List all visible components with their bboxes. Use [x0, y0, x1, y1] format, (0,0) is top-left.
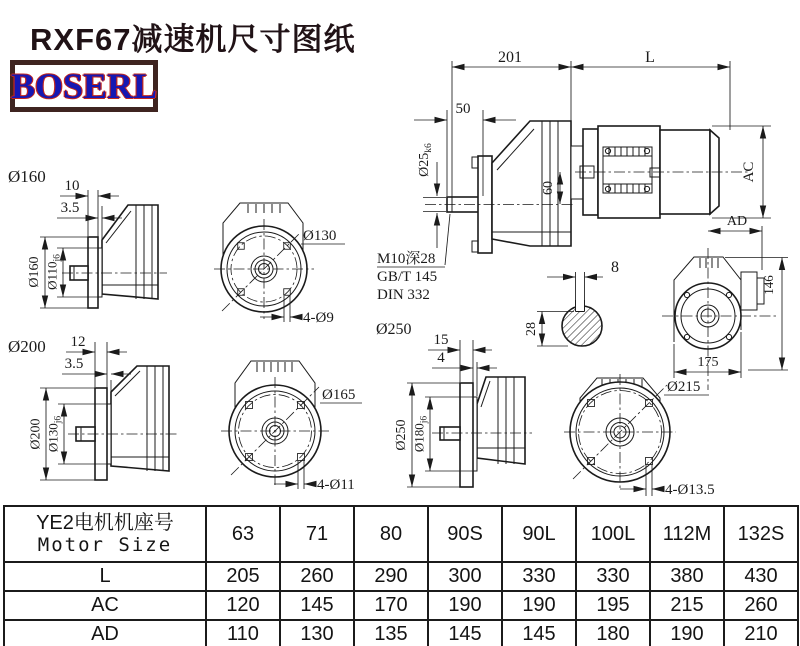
table-row-AD: [4, 620, 798, 646]
table-cell: 215: [650, 591, 724, 620]
flange-200-side-view: [8, 334, 177, 480]
dim-flange160-width: 10: [64, 178, 80, 194]
motor-size-label-en: Motor Size: [37, 533, 173, 556]
dim-L: L: [645, 49, 655, 66]
side-view-ad: [662, 214, 788, 390]
note-din-standard: DIN 332: [377, 287, 430, 303]
dim-60: 60: [541, 181, 556, 195]
table-cell: 145: [428, 620, 502, 646]
table-cell: 290: [354, 562, 428, 591]
table-cell: 300: [428, 562, 502, 591]
label-flange-200: Ø200: [8, 337, 46, 356]
row-label: L: [4, 562, 206, 591]
dim-201: 201: [498, 49, 522, 66]
table-cell: 145: [280, 591, 354, 620]
label-flange-250: Ø250: [376, 321, 412, 338]
table-cell: 195: [576, 591, 650, 620]
motor-size-label-cn: YE2电机机座号: [36, 511, 174, 534]
table-cell: 120: [206, 591, 280, 620]
table-header-cell: 90L: [502, 506, 576, 562]
table-cell: 130: [280, 620, 354, 646]
dim-holes-4x11: 4-Ø11: [317, 477, 355, 493]
table-header-cell: 71: [280, 506, 354, 562]
table-cell: 260: [280, 562, 354, 591]
page-title: RXF67减速机尺寸图纸: [30, 22, 356, 57]
dim-flange250-width: 15: [433, 332, 449, 348]
dim-flange160-spigot: $Ø110_{j6}$: [44, 254, 63, 290]
table-cell: 110: [206, 620, 280, 646]
table-cell: 190: [502, 591, 576, 620]
dim-flange250-spigot: $Ø180_{j6}$: [411, 415, 430, 453]
table-cell: 170: [354, 591, 428, 620]
table-header-row: [4, 506, 798, 562]
table-cell: 210: [724, 620, 798, 646]
table-row-L: [4, 562, 798, 591]
table-header-cell: 90S: [428, 506, 502, 562]
table-cell: 260: [724, 591, 798, 620]
dim-146: 146: [761, 275, 776, 295]
dimension-table: [3, 505, 799, 646]
table-header-cell: 112M: [650, 506, 724, 562]
dim-bolt-circle-130: Ø130: [303, 228, 337, 244]
table-cell: 330: [576, 562, 650, 591]
table-cell: 145: [502, 620, 576, 646]
dim-flange200-spigot: $Ø130_{j6}$: [45, 415, 64, 453]
brand-logo-text: BOSERL: [10, 66, 158, 106]
table-cell: 330: [502, 562, 576, 591]
dim-flange250-step: 4: [437, 350, 445, 366]
row-label: AD: [4, 620, 206, 646]
table-header-cell: 63: [206, 506, 280, 562]
table-cell: 430: [724, 562, 798, 591]
dim-flange160-od: Ø160: [27, 256, 42, 288]
table-header-cell: 80: [354, 506, 428, 562]
dim-flange200-od: Ø200: [28, 418, 44, 450]
front-view-165: [221, 361, 362, 493]
dim-AC: AC: [741, 161, 757, 183]
table-cell: 190: [650, 620, 724, 646]
dim-50: 50: [455, 101, 471, 117]
note-tap-hole: M10深28: [377, 251, 436, 267]
flange-250-side-view: [376, 321, 532, 487]
table-cell: 190: [428, 591, 502, 620]
keyway-section-view: [524, 259, 619, 346]
table-row-AC: [4, 591, 798, 620]
dim-flange200-width: 12: [70, 334, 86, 350]
dim-key-width: 8: [611, 259, 619, 276]
dim-shaft-diameter: $Ø25_{k6}$: [417, 143, 434, 177]
table-cell: 180: [576, 620, 650, 646]
dim-AD: AD: [726, 214, 748, 229]
dim-flange200-step: 3.5: [64, 356, 84, 372]
table-cell: 205: [206, 562, 280, 591]
dim-key-depth: 28: [524, 322, 539, 336]
dim-holes-4x9: 4-Ø9: [303, 310, 334, 326]
table-header-cell: 132S: [724, 506, 798, 562]
front-view-130: [214, 203, 345, 326]
table-cell: 135: [354, 620, 428, 646]
row-label: AC: [4, 591, 206, 620]
table-header-cell: 100L: [576, 506, 650, 562]
table-header-motor-size: [4, 506, 206, 562]
dim-175: 175: [697, 355, 719, 370]
table-cell: 380: [650, 562, 724, 591]
dim-bolt-circle-215: Ø215: [667, 379, 701, 395]
dim-flange250-od: Ø250: [394, 419, 409, 451]
dim-holes-4x13_5: 4-Ø13.5: [665, 482, 715, 498]
note-gb-standard: GB/T 145: [377, 269, 438, 285]
flange-160-side-view: [8, 167, 167, 308]
dim-bolt-circle-165: Ø165: [322, 387, 356, 403]
label-flange-160: Ø160: [8, 167, 46, 186]
dim-flange160-step: 3.5: [60, 200, 80, 216]
front-view-215: [564, 374, 715, 498]
